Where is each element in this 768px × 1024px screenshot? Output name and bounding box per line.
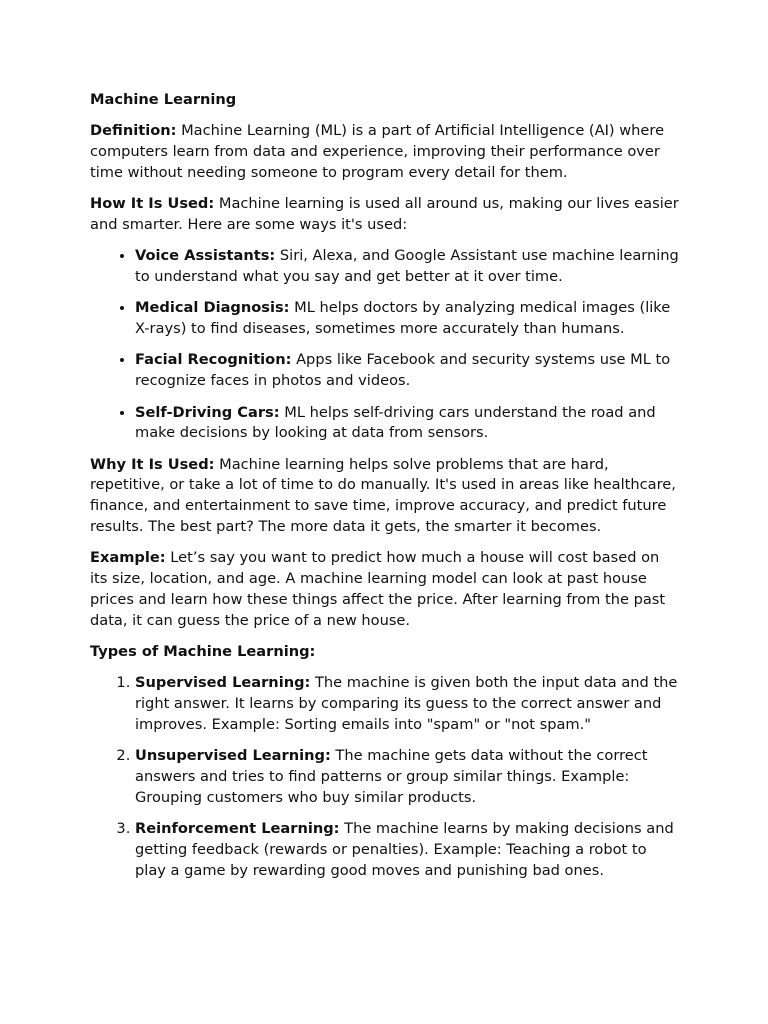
list-item — [135, 746, 680, 808]
type-label: Unsupervised Learning: — [135, 747, 331, 765]
example-label: Example: — [90, 549, 166, 567]
document-title: Machine Learning — [90, 91, 237, 108]
why-used-text: Machine learning helps solve problems that are hard, repetitive, or take a lot of time to do manually. It's used in areas like healthcare, finance, and entertainment to save time, improve accuracy, and predict future results. The best part? The more data it gets, the smarter it becomes. — [90, 455, 676, 536]
use-label: Voice Assistants: — [135, 247, 276, 265]
list-item — [135, 673, 680, 735]
list-item — [135, 298, 680, 340]
use-text: Apps like Facebook and security systems use ML to recognize faces in photos and videos. — [135, 351, 671, 390]
example-paragraph — [90, 548, 680, 631]
definition-label: Definition: — [90, 122, 177, 140]
type-label: Reinforcement Learning: — [135, 820, 340, 838]
uses-list — [90, 246, 680, 444]
example-text: Let’s say you want to predict how much a house will cost based on its size, location, and age. A machine learning model can look at past house prices and learn how these things affect the price. After learning from the past data, it can guess the price of a new house. — [90, 549, 666, 629]
type-text: The machine is given both the input data and the right answer. It learns by comparing its guess to the correct answer and improves. Example: Sorting emails into "spam" or "not spam." — [135, 674, 678, 733]
use-label: Medical Diagnosis: — [135, 299, 290, 317]
how-used-label: How It Is Used: — [90, 195, 215, 213]
list-item — [135, 350, 680, 392]
definition-paragraph — [90, 121, 680, 183]
use-text: ML helps self-driving cars understand the road and make decisions by looking at data from sensors. — [135, 403, 656, 442]
type-text: The machine gets data without the correct answers and tries to find patterns or group similar things. Example: Grouping customers who buy similar products. — [135, 747, 648, 806]
list-item — [135, 246, 680, 288]
type-label: Supervised Learning: — [135, 674, 311, 692]
use-text: Siri, Alexa, and Google Assistant use machine learning to understand what you say and get better at it over time. — [135, 247, 679, 286]
list-item — [135, 403, 680, 445]
use-label: Self-Driving Cars: — [135, 403, 280, 421]
use-label: Facial Recognition: — [135, 351, 292, 369]
why-used-label: Why It Is Used: — [90, 455, 215, 473]
definition-text: Machine Learning (ML) is a part of Artificial Intelligence (AI) where computers learn from data and experience, improving their performance over time without needing someone to program every detail for them. — [90, 122, 665, 181]
types-heading: Types of Machine Learning: — [90, 643, 316, 661]
how-used-paragraph — [90, 194, 680, 236]
types-list — [90, 673, 680, 881]
list-item — [135, 819, 680, 881]
document-page — [90, 90, 680, 892]
use-text: ML helps doctors by analyzing medical images (like X-rays) to find diseases, sometimes more accurately than humans. — [135, 299, 671, 338]
how-used-text: Machine learning is used all around us, making our lives easier and smarter. Here are some ways it's used: — [90, 195, 679, 233]
why-used-paragraph — [90, 455, 680, 538]
type-text: The machine learns by making decisions and getting feedback (rewards or penalties). Example: Teaching a robot to play a game by rewarding good moves and punishing bad ones. — [135, 820, 674, 879]
